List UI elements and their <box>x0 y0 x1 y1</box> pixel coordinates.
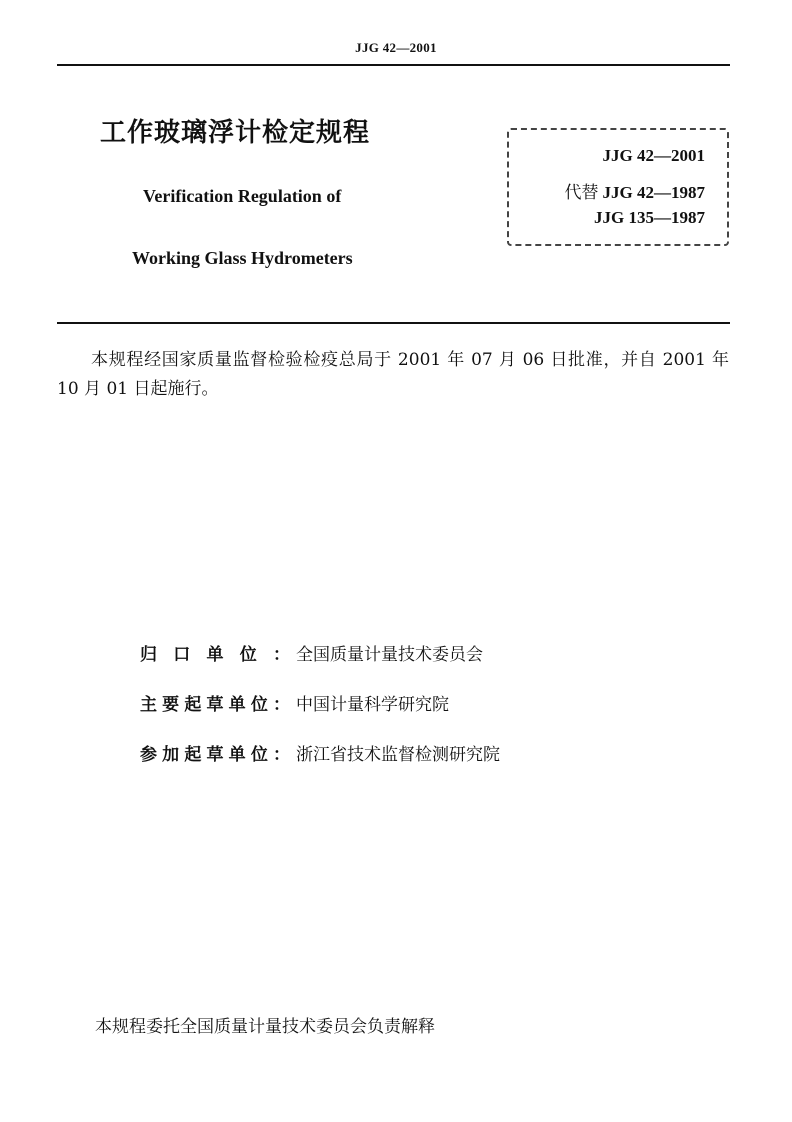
standard-current-code: JJG 42—2001 <box>602 146 705 165</box>
interpretation-note: 本规程委托全国质量计量技术委员会负责解释 <box>95 1017 435 1037</box>
top-rule <box>57 64 730 66</box>
organization-value: 浙江省技术监督检测研究院 <box>296 745 500 765</box>
replaces-prefix: 代替 <box>564 183 599 203</box>
title-chinese: 工作玻璃浮计检定规程 <box>100 118 371 148</box>
replaced-code-2: JJG 135—1987 <box>594 208 705 227</box>
standard-replaces-line <box>565 178 705 203</box>
title-english-line1: Verification Regulation of <box>143 186 342 206</box>
title-english-line2: Working Glass Hydrometers <box>132 248 353 268</box>
organization-row-responsible <box>140 640 483 665</box>
organization-label: 主要起草单位： <box>140 695 290 715</box>
organization-label: 归口单位： <box>140 645 290 665</box>
organization-label: 参加起草单位： <box>140 745 290 765</box>
replaced-code-1: JJG 42—1987 <box>602 183 705 202</box>
approval-statement: 本规程经国家质量监督检验检疫总局于 2001 年 07 月 06 日批准，并自 2001 年 10 月 01 日起施行。 <box>57 350 729 399</box>
header-standard-code: JJG 42—2001 <box>355 40 437 55</box>
organization-value: 中国计量科学研究院 <box>296 695 449 715</box>
organization-row-main-drafter <box>140 690 449 715</box>
bottom-rule <box>57 322 730 324</box>
organization-row-participating-drafter <box>140 740 500 765</box>
organization-value: 全国质量计量技术委员会 <box>296 645 483 665</box>
